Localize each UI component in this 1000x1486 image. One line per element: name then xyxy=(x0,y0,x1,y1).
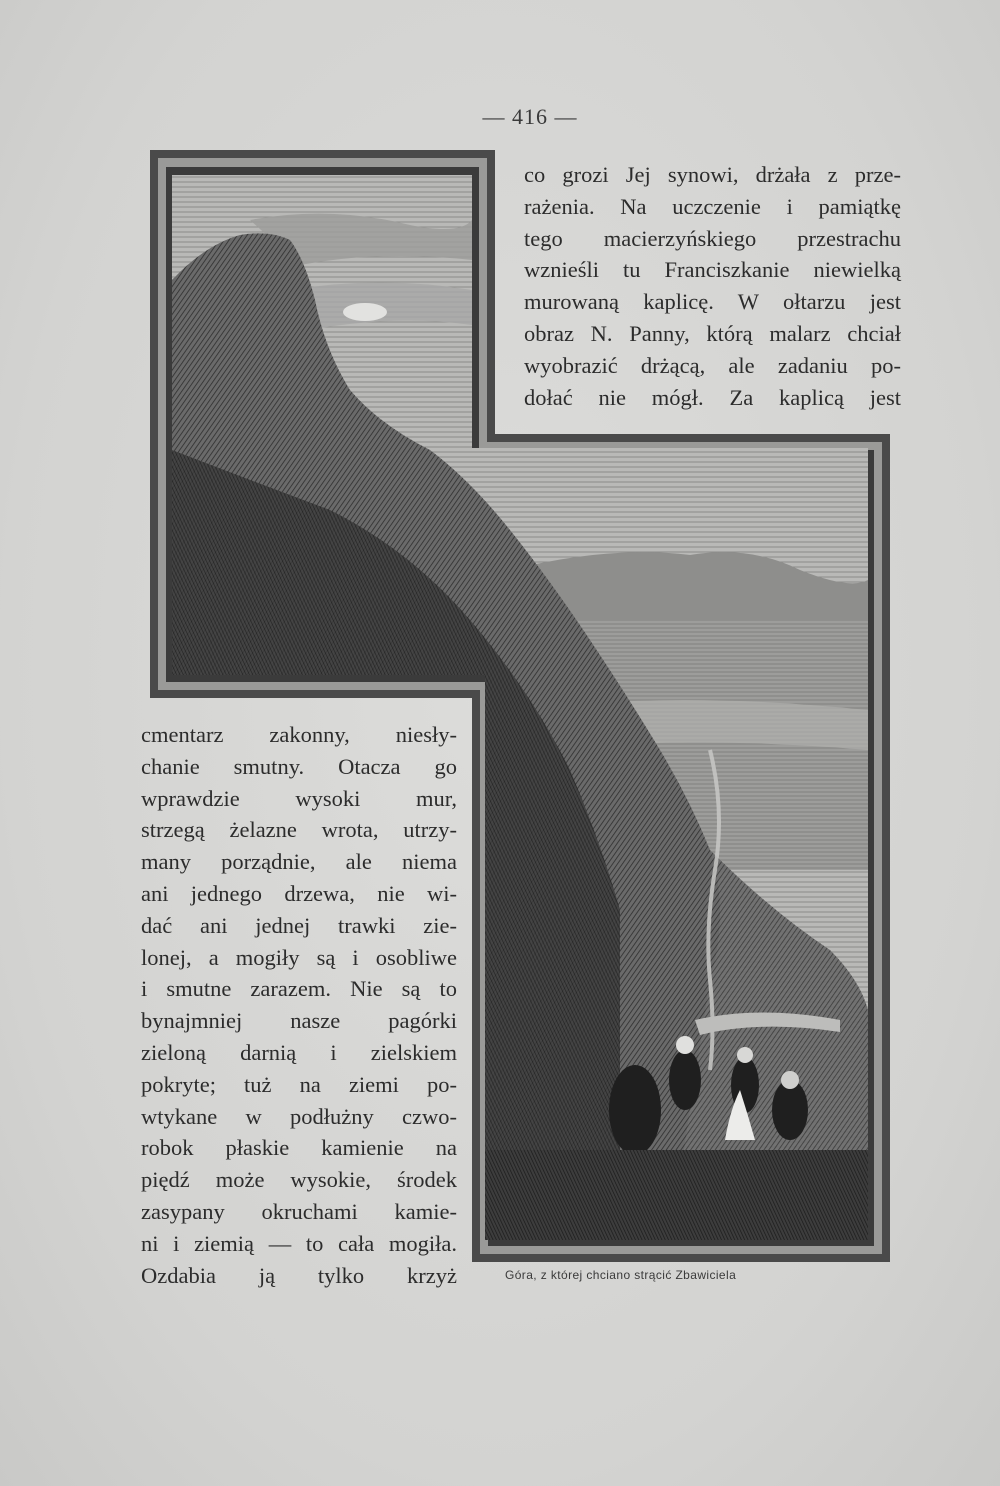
text-line: obraz N. Panny, którą malarz chciał xyxy=(524,320,901,346)
text-line: pokryte; tuż na ziemi po- xyxy=(141,1071,457,1097)
page-number: — 416 — xyxy=(482,104,578,129)
text-line: zieloną darnią i zielskiem xyxy=(141,1039,457,1065)
text-line: chanie smutny. Otacza go xyxy=(141,753,457,779)
text-line: cmentarz zakonny, niesły- xyxy=(141,722,457,747)
text-line: murowaną kaplicę. W ołtarzu jest xyxy=(524,289,901,315)
text-line: ani jednego drzewa, nie wi- xyxy=(141,880,457,906)
text-line: tego macierzyńskiego przestrachu xyxy=(524,225,901,251)
text-line: zasypany okruchami kamie- xyxy=(141,1198,457,1224)
text-line: i smutne zarazem. Nie są to xyxy=(141,976,457,1002)
top-text-block xyxy=(524,159,901,413)
text-line: bynajmniej nasze pagórki xyxy=(141,1008,457,1034)
text-line: lonej, a mogiły są i osobliwe xyxy=(141,944,457,970)
text-line: dołać nie mógł. Za kaplicą jest xyxy=(524,384,901,410)
text-line: wznieśli tu Franciszkanie niewielką xyxy=(524,257,901,283)
text-line: co grozi Jej synowi, drżała z prze- xyxy=(524,162,901,187)
text-line: rażenia. Na uczczenie i pamiątkę xyxy=(524,193,901,219)
text-line: strzegą żelazne wrota, utrzy- xyxy=(141,817,457,843)
text-line: piędź może wysokie, środek xyxy=(141,1167,457,1193)
text-line: wtykane w podłużny czwo- xyxy=(141,1103,457,1129)
illustration-caption: Góra, z której chciano strącić Zbawiciela xyxy=(505,1268,737,1282)
text-line: many porządnie, ale niema xyxy=(141,849,457,875)
bottom-text-block xyxy=(141,719,457,1291)
text-line: wprawdzie wysoki mur, xyxy=(141,785,457,811)
text-line: wyobrazić drżącą, ale zadaniu po- xyxy=(524,352,901,378)
text-line: robok płaskie kamienie na xyxy=(141,1135,457,1161)
text-line: ni i ziemią — to cała mogiła. xyxy=(141,1230,457,1256)
text-line: dać ani jednej trawki zie- xyxy=(141,912,457,938)
text-line: Ozdabia ją tylko krzyż xyxy=(141,1262,457,1288)
